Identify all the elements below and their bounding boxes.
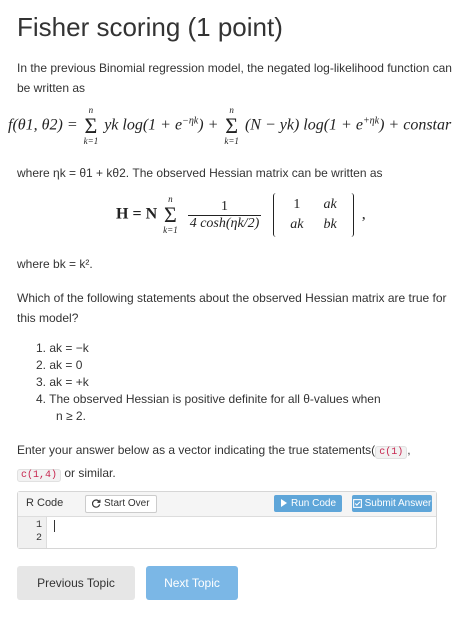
previous-topic-button[interactable]: Previous Topic [17,566,135,600]
fraction: $\frac{1}{4 \cosh(\eta k/2)}$ [189,198,260,231]
editor-toolbar [18,492,436,517]
summation-symbol: n Σ k=1 [163,194,178,235]
example-code-2: c(1,4) [17,469,61,482]
code-input-area[interactable] [54,520,55,532]
run-code-button[interactable]: Run Code [274,495,342,512]
where-eta-text: where ηk = θ1 + kθ2. The observed Hessian matrix can be written as [17,166,383,180]
option-3: 3. ak = +k [36,375,89,389]
instructions-text: Enter your answer below as a vector indicating the true statements( c(1) , c(1,4) or similar. [17,443,411,481]
line-number: 1 [35,520,42,531]
option-4: 4. The observed Hessian is positive definite for all θ-values when [36,392,381,406]
where-b-text: where bk = k². [17,257,93,271]
page-title: Fisher scoring (1 point) [17,12,283,42]
option-1: 1. ak = −k [36,341,89,355]
editor-label: R Code [26,497,64,509]
next-topic-button[interactable]: Next Topic [146,566,238,600]
code-editor [17,491,437,549]
hessian-equation: H = N n Σ k=1 $\frac{1}{4 \cosh(\eta k/2)}$ 1 ak ak bk , [116,194,366,235]
eq2-lhs: H = N [116,205,158,223]
start-over-button[interactable]: Start Over [85,495,157,513]
summation-symbol: n Σ k=1 [224,106,239,146]
check-square-icon [353,499,362,508]
intro-text: In the previous Binomial regression model, the negated log-likelihood function can be written as [17,61,452,95]
log-likelihood-equation: f(θ1, θ2) = n Σ k=1 yk $\log(1 + e^{-\eta k})$ + n Σ k=1 (N − yk) $\log(1 + e^{+\eta k})$ + constar [8,106,452,146]
hessian-matrix: 1 ak ak bk [273,193,353,237]
eq1-term2: (N − yk) log(1 + e [244,116,363,134]
refresh-icon [92,499,101,508]
option-2: 2. ak = 0 [36,358,83,372]
line-number: 2 [35,533,42,544]
question-text: Which of the following statements about the observed Hessian matrix are true for this model? [17,291,447,325]
play-icon [280,499,288,507]
option-4-cont: n ≥ 2. [56,409,86,423]
submit-answer-button[interactable]: Submit Answer [352,495,432,512]
eq1-lhs: f(θ1, θ2) = [8,116,78,134]
eq1-term1: yk log(1 + e [104,116,183,134]
summation-symbol: n Σ k=1 [83,106,99,146]
example-code-1: c(1) [375,446,407,459]
options-list [36,340,446,425]
line-number-gutter [18,517,47,548]
